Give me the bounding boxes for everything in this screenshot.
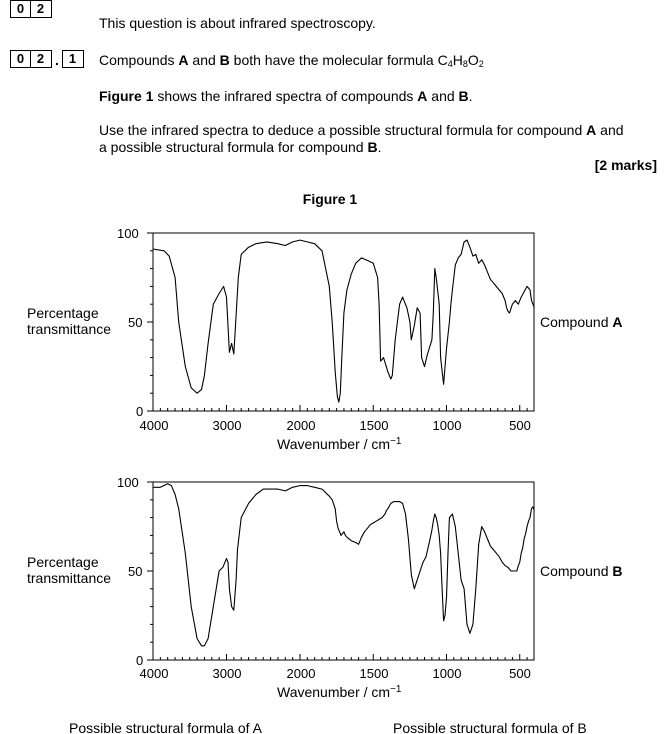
y-tick-label-0: 0 — [136, 404, 144, 419]
y-tick-label-0: 0 — [136, 653, 144, 668]
compound-a-label: Compound A — [540, 314, 623, 330]
x-axis-label: Wavenumber / $cm^{-1}$ — [277, 436, 402, 452]
y-tick-label-50: 50 — [128, 315, 143, 330]
molecular-formula: $C_4H_8O_2$ — [437, 52, 484, 69]
spectrum-line-a — [153, 240, 534, 402]
answer-label-a: Possible structural formula of A — [69, 720, 262, 734]
y-tick-label-100: 100 — [117, 226, 139, 241]
x-tick-label: 500 — [509, 418, 531, 433]
instruction-line-2: a possible structural formula for compound B. — [99, 139, 382, 155]
figure-title: Figure 1 — [302, 191, 358, 207]
part-digit: 2 — [30, 51, 50, 67]
x-axis-label: Wavenumber / $cm^{-1}$ — [277, 684, 402, 700]
x-tick-label: 1000 — [432, 418, 462, 433]
marks-label: [2 marks] — [594, 157, 657, 173]
y-tick-label-50: 50 — [128, 564, 143, 579]
answer-label-b: Possible structural formula of B — [393, 720, 587, 734]
question-intro: This question is about infrared spectroscopy. — [99, 15, 376, 31]
axis-ticks-a — [147, 233, 527, 411]
y-axis-label-line-2: transmittance — [27, 321, 112, 337]
instruction-line-1: Use the infrared spectra to deduce a possible structural formula for compound A and — [99, 122, 624, 138]
compound-a-ref: A — [178, 52, 189, 68]
part-dot: . — [55, 52, 59, 68]
part-digit: 1 — [68, 51, 77, 66]
x-tick-label: 1500 — [359, 418, 389, 433]
compound-b-ref: B — [219, 52, 230, 68]
part-text-end: both have the molecular formula — [229, 52, 438, 68]
part-text-start: Compounds — [99, 52, 179, 68]
y-tick-label-100: 100 — [117, 475, 139, 490]
spectrum-line-b — [153, 484, 534, 646]
x-tick-label: 3000 — [212, 666, 242, 681]
figure-sentence-text: shows the infrared spectra of compounds A and B. — [157, 88, 473, 104]
y-axis-label-line-1: Percentage — [27, 305, 99, 321]
x-tick-label: 500 — [509, 666, 531, 681]
part-text-mid: and — [188, 52, 220, 68]
compound-b-label: Compound B — [540, 563, 623, 579]
y-axis-label-line-2: transmittance — [27, 570, 112, 586]
x-tick-label: 1000 — [432, 666, 462, 681]
question-digit: 2 — [30, 1, 50, 17]
spectrum-chart-a — [27, 226, 623, 452]
x-tick-label: 3000 — [212, 418, 242, 433]
x-tick-label: 4000 — [139, 418, 169, 433]
x-tick-label: 4000 — [139, 666, 169, 681]
spectrum-chart-b — [27, 475, 623, 700]
x-tick-label: 2000 — [286, 418, 316, 433]
y-axis-label-line-1: Percentage — [27, 554, 99, 570]
question-digit: 0 — [16, 1, 25, 16]
figure-ref: Figure 1 — [99, 88, 154, 104]
part-digit: 0 — [16, 51, 25, 66]
x-tick-label: 1500 — [359, 666, 389, 681]
x-tick-label: 2000 — [286, 666, 316, 681]
